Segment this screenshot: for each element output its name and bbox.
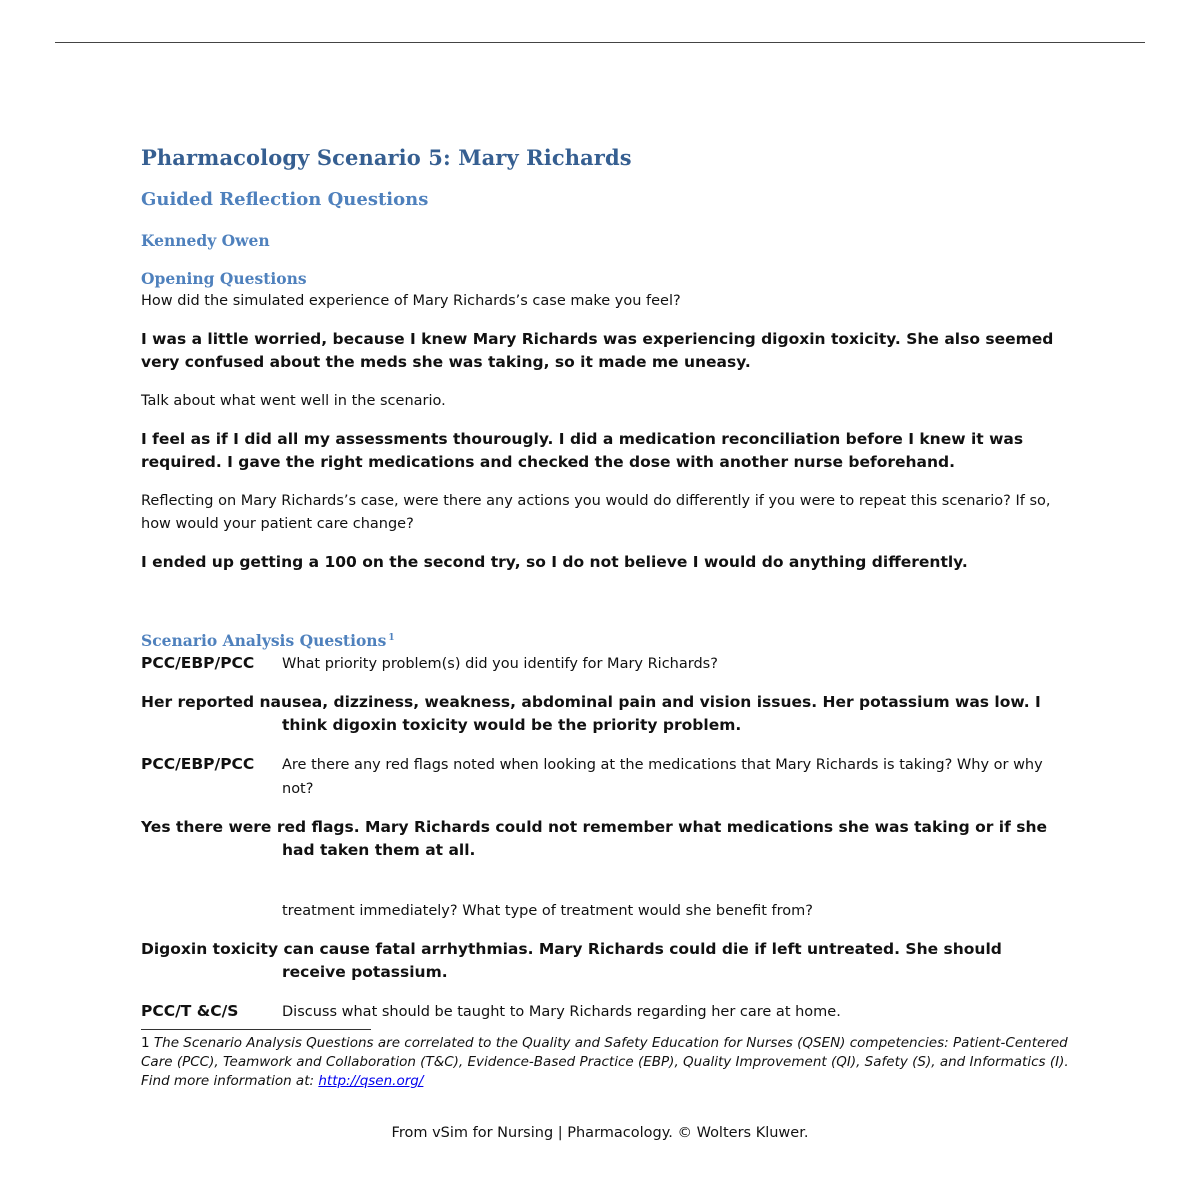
- analysis-answer-3: Digoxin toxicity can cause fatal arrhythmias. Mary Richards could die if left untreated. She should receive potassium.: [141, 940, 1002, 981]
- analysis-question-row-2: [141, 753, 1071, 801]
- opening-answer-1: I was a little worried, because I knew Mary Richards was experiencing digoxin toxicity. She also seemed very confused about the meds she was taking, so it made me uneasy.: [141, 330, 1054, 371]
- scenario-analysis-heading-text: Scenario Analysis Questions: [141, 631, 387, 650]
- document-body: [141, 140, 1071, 1091]
- analysis-question-row-1: [141, 652, 1071, 676]
- document-title: Pharmacology Scenario 5: Mary Richards: [141, 145, 632, 170]
- footnote-reference: 1: [388, 632, 395, 643]
- opening-answer-3: I ended up getting a 100 on the second try, so I do not believe I would do anything differently.: [141, 553, 968, 571]
- opening-answer-2: I feel as if I did all my assessments thourougly. I did a medication reconciliation before I knew it was required. I gave the right medications and checked the dose with another nurse beforehand.: [141, 430, 1024, 471]
- analysis-question-3: treatment immediately? What type of treatment would she benefit from?: [282, 903, 813, 919]
- opening-question-3: Reflecting on Mary Richards’s case, were there any actions you would do differently if you were to repeat this scenario? If so, how would your patient care change?: [141, 493, 1051, 532]
- opening-question-2: Talk about what went well in the scenario.: [141, 393, 446, 409]
- analysis-answer-2: Yes there were red flags. Mary Richards could not remember what medications she was taking or if she had taken them at all.: [141, 818, 1048, 859]
- qsen-code: PCC/EBP/PCC: [141, 654, 255, 672]
- spacer: [141, 574, 1071, 612]
- spacer: [141, 862, 1071, 900]
- footnote-separator: [141, 1029, 371, 1030]
- qsen-link[interactable]: http://qsen.org/: [318, 1073, 424, 1089]
- footnote: [141, 1034, 1071, 1091]
- document-subtitle: Guided Reflection Questions: [141, 189, 429, 210]
- qsen-code: PCC/T &C/S: [141, 1002, 239, 1020]
- footnote-number: 1: [141, 1035, 150, 1051]
- scenario-analysis-heading: [141, 631, 1071, 650]
- analysis-question: Are there any red flags noted when looking at the medications that Mary Richards is taking? Why or why not?: [282, 757, 1043, 797]
- qsen-code: PCC/EBP/PCC: [141, 755, 255, 773]
- student-name: Kennedy Owen: [141, 231, 270, 250]
- footnote-text: The Scenario Analysis Questions are correlated to the Quality and Safety Education for Nurses (QSEN) competencies: Patient-Centered Care (PCC), Teamwork and Collaboration (T&C), Evidence-Based Practice (EBP), Quality Improvement (QI), Safety (S), and Informatics (I). Find more information at:: [141, 1035, 1069, 1089]
- opening-questions-heading: Opening Questions: [141, 269, 307, 288]
- analysis-question-row-4: [141, 1000, 1071, 1024]
- page-footer: From vSim for Nursing | Pharmacology. © Wolters Kluwer.: [391, 1125, 809, 1141]
- opening-question-1: How did the simulated experience of Mary Richards’s case make you feel?: [141, 293, 681, 309]
- header-rule: [55, 42, 1145, 43]
- analysis-question: What priority problem(s) did you identify for Mary Richards?: [282, 656, 718, 672]
- analysis-answer-1: Her reported nausea, dizziness, weakness, abdominal pain and vision issues. Her potassium was low. I think digoxin toxicity would be the priority problem.: [141, 693, 1041, 734]
- analysis-question: Discuss what should be taught to Mary Richards regarding her care at home.: [282, 1004, 841, 1020]
